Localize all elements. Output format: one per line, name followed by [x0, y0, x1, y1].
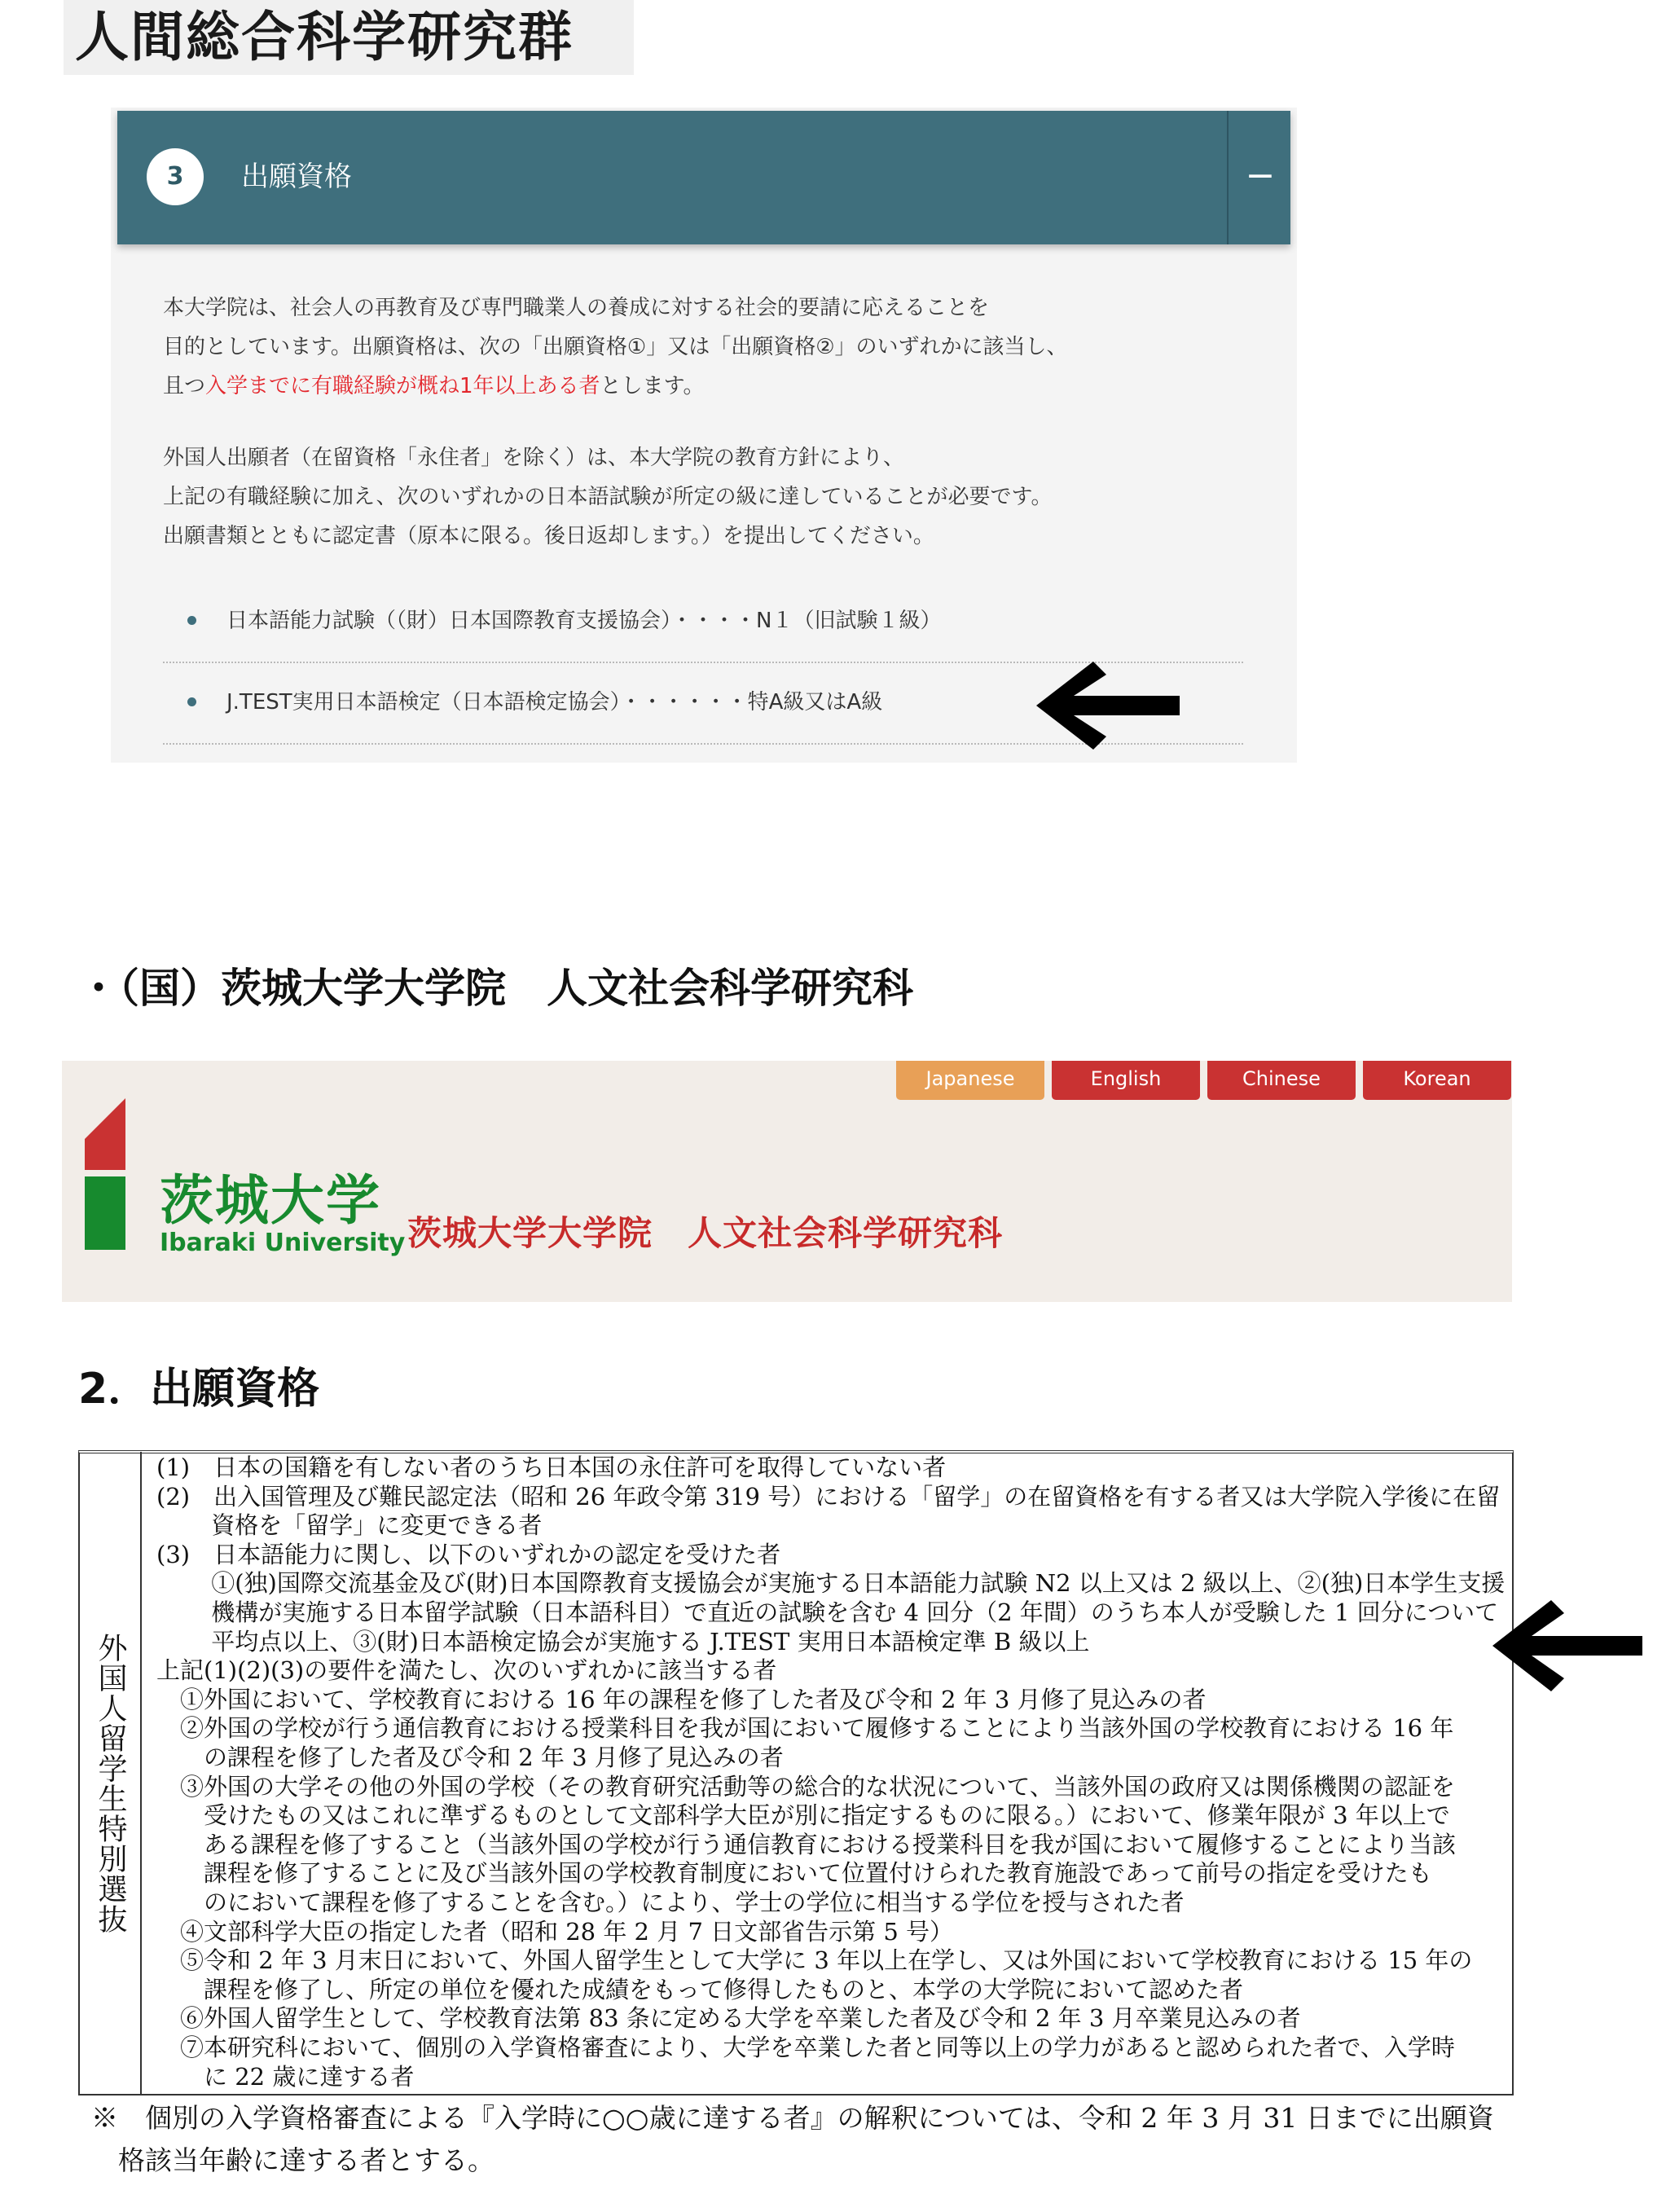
table-line: ⑤令和 2 年 3 月末日において、外国人留学生として大学に 3 年以上在学し、又は外国において学校教育における 15 年の — [156, 1946, 1473, 1975]
table-line: の課程を修了した者及び令和 2 年 3 月修了見込みの者 — [156, 1744, 784, 1771]
university-logo-icon — [85, 1098, 125, 1250]
bullet-icon — [187, 697, 196, 706]
logo-subtitle: Ibaraki University — [160, 1229, 406, 1257]
paragraph-line: 目的としています。出願資格は、次の「出願資格①」又は「出願資格②」のいずれかに該当し、 — [163, 335, 1068, 359]
language-button-japanese[interactable]: Japanese — [896, 1061, 1044, 1100]
table-line: ⑥外国人留学生として、学校教育法第 83 条に定める大学を卒業した者及び令和 2 年 3 月卒業見込みの者 — [156, 2004, 1301, 2033]
paragraph-line: 出願書類とともに認定書（原本に限る。後日返却します。）を提出してください。 — [163, 524, 934, 548]
section-heading: ・（国）茨城大学大学院 人文社会科学研究科 — [78, 965, 913, 1012]
table-line: ①外国において、学校教育における 16 年の課程を修了した者及び令和 2 年 3 月修了見込みの者 — [156, 1685, 1207, 1713]
accordion-step-number: 3 — [147, 148, 204, 205]
highlight-text: 入学までに有職経験が概ね1年以上ある者 — [205, 374, 600, 398]
left-arrow-icon — [1036, 658, 1183, 753]
table-line: 受けたもの又はこれに準ずるものとして文部科学大臣が別に指定するものに限る。）において、修業年限が 3 年以上で — [156, 1801, 1450, 1830]
table-divider — [140, 1452, 142, 2094]
list-item — [163, 580, 1243, 663]
paragraph-line: 外国人出願者（在留資格「永住者」を除く）は、本大学院の教育方針により、 — [163, 446, 905, 470]
table-side-label: 外国人留学生特別選抜 — [94, 1633, 127, 1934]
table-line: のにおいて課程を修了することを含む。）により、学士の学位に相当する学位を授与された者 — [156, 1889, 1185, 1916]
table-line: 課程を修了し、所定の単位を優れた成績をもって修得したものと、本学の大学院において認めた者 — [156, 1975, 1244, 2003]
language-button-chinese[interactable]: Chinese — [1207, 1061, 1356, 1100]
page-title: 人間総合科学研究群 — [64, 0, 634, 75]
table-line: 資格を「留学」に変更できる者 — [156, 1511, 543, 1540]
table-line: (2) 出入国管理及び難民認定法（昭和 26 年政令第 319 号）における「留学」の在留資格を有する者又は大学院入学後に在留 — [156, 1482, 1501, 1511]
bullet-icon — [187, 616, 196, 625]
logo-wordmark: 茨城大学 — [160, 1169, 381, 1232]
table-line: に 22 歳に達する者 — [156, 2062, 415, 2091]
eligibility-paragraph-1 — [163, 288, 1068, 406]
list-item-text: J.TEST実用日本語検定（日本語検定協会）・・・・・・特A級又はA級 — [226, 690, 883, 715]
table-line: 機構が実施する日本留学試験（日本語科目）で直近の試験を含む 4 回分（2 年間）のうち本人が受験した 1 回分について — [156, 1599, 1499, 1626]
paragraph-line: 本大学院は、社会人の再教育及び専門職業人の養成に対する社会的要請に応えることを — [163, 296, 990, 320]
footnote — [91, 2097, 1494, 2182]
left-arrow-icon — [1492, 1597, 1644, 1695]
paragraph-line — [163, 367, 1068, 406]
list-item-text: 日本語能力試験（（財）日本国際教育支援協会）・・・・N１（旧試験１級） — [226, 609, 942, 633]
table-line: ②外国の学校が行う通信教育における授業科目を我が国において履修することにより当該外国の学校教育における 16 年 — [156, 1714, 1454, 1743]
table-line: ①(独)国際交流基金及び(財)日本国際教育支援協会が実施する日本語能力試験 N2 以上又は 2 級以上、②(独)日本学生支援 — [156, 1569, 1506, 1598]
table-line: ⑦本研究科において、個別の入学資格審査により、大学を卒業した者と同等以上の学力があると認められた者で、入学時 — [156, 2034, 1455, 2061]
footnote-line: 格該当年齢に達する者とする。 — [91, 2144, 495, 2176]
table-line: ある課程を修了すること（当該外国の学校が行う通信教育における授業科目を我が国において履修することにより当該 — [156, 1830, 1457, 1858]
table-line: (3) 日本語能力に関し、以下のいずれかの認定を受けた者 — [156, 1540, 781, 1568]
accordion-divider — [1227, 111, 1229, 244]
table-line: 上記(1)(2)(3)の要件を満たし、次のいずれかに該当する者 — [156, 1656, 777, 1685]
table-line: 課程を修了することに及び当該外国の学校教育制度において位置付けられた教育施設であって前号の指定を受けたも — [156, 1859, 1432, 1888]
text-span: 且つ — [163, 374, 206, 398]
eligibility-paragraph-2 — [163, 438, 1052, 556]
language-button-english[interactable]: English — [1052, 1061, 1200, 1100]
accordion-title: 出願資格 — [241, 161, 352, 193]
table-line: (1) 日本の国籍を有しない者のうち日本国の永住許可を取得していない者 — [156, 1453, 947, 1481]
collapse-toggle-button[interactable]: − — [1245, 155, 1276, 196]
footnote-line: ※ 個別の入学資格審査による『入学時に○○歳に達する者』の解釈については、令和 2 年 3 月 31 日までに出願資 — [91, 2102, 1494, 2134]
text-span: とします。 — [600, 374, 705, 398]
section-subheading: 2．出願資格 — [78, 1365, 320, 1414]
language-button-korean[interactable]: Korean — [1363, 1061, 1511, 1100]
table-line: 平均点以上、③(財)日本語検定協会が実施する J.TEST 実用日本語検定準 B 級以上 — [156, 1627, 1090, 1656]
table-line: ③外国の大学その他の外国の学校（その教育研究活動等の総合的な状況について、当該外国の政府又は関係機関の認証を — [156, 1772, 1455, 1801]
banner-title: 茨城大学大学院 人文社会科学研究科 — [407, 1213, 1004, 1253]
paragraph-line: 上記の有職経験に加え、次のいずれかの日本語試験が所定の級に達していることが必要です。 — [163, 485, 1053, 509]
table-line: ④文部科学大臣の指定した者（昭和 28 年 2 月 7 日文部省告示第 5 号） — [156, 1917, 954, 1946]
